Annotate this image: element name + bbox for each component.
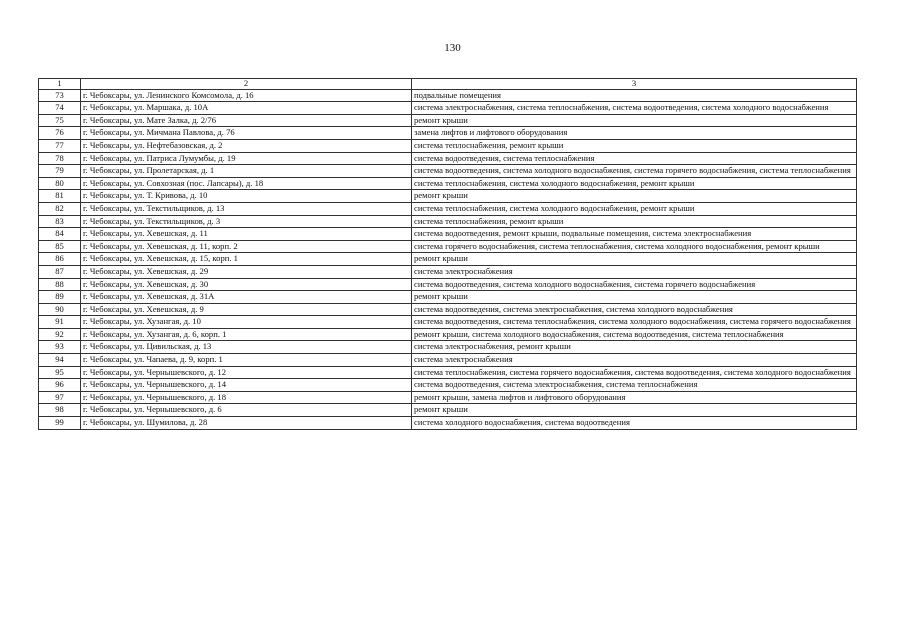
header-col-2: 2 bbox=[81, 79, 412, 90]
row-systems: ремонт крыши bbox=[412, 404, 857, 417]
row-systems: система водоотведения, система электроснабжения, система теплоснабжения bbox=[412, 379, 857, 392]
table-row bbox=[39, 391, 857, 404]
page-number: 130 bbox=[444, 42, 461, 54]
row-systems: ремонт крыши bbox=[412, 114, 857, 127]
table-row bbox=[39, 240, 857, 253]
row-systems: ремонт крыши bbox=[412, 291, 857, 304]
table-row bbox=[39, 228, 857, 241]
table-row bbox=[39, 278, 857, 291]
table-row bbox=[39, 265, 857, 278]
row-address: г. Чебоксары, ул. Хевешская, д. 29 bbox=[81, 265, 412, 278]
row-number: 98 bbox=[39, 404, 81, 417]
row-address: г. Чебоксары, ул. Текстильщиков, д. 13 bbox=[81, 202, 412, 215]
row-number: 95 bbox=[39, 366, 81, 379]
row-systems: система теплоснабжения, ремонт крыши bbox=[412, 215, 857, 228]
table-row bbox=[39, 165, 857, 178]
table-row bbox=[39, 177, 857, 190]
row-address: г. Чебоксары, ул. Хевешская, д. 31А bbox=[81, 291, 412, 304]
row-systems: система теплоснабжения, система холодного водоснабжения, ремонт крыши bbox=[412, 177, 857, 190]
table-row bbox=[39, 127, 857, 140]
row-address: г. Чебоксары, ул. Хевешская, д. 11 bbox=[81, 228, 412, 241]
row-number: 83 bbox=[39, 215, 81, 228]
row-systems: ремонт крыши bbox=[412, 253, 857, 266]
table-row bbox=[39, 152, 857, 165]
row-address: г. Чебоксары, ул. Пролетарская, д. 1 bbox=[81, 165, 412, 178]
table-row bbox=[39, 253, 857, 266]
table-row bbox=[39, 404, 857, 417]
row-systems: система горячего водоснабжения, система теплоснабжения, система холодного водоснабжения, ремонт крыши bbox=[412, 240, 857, 253]
row-number: 73 bbox=[39, 89, 81, 102]
row-systems: система холодного водоснабжения, система водоотведения bbox=[412, 417, 857, 430]
table-row bbox=[39, 379, 857, 392]
table-row bbox=[39, 202, 857, 215]
row-systems: система водоотведения, система холодного водоснабжения, система горячего водоснабжения bbox=[412, 278, 857, 291]
table-row bbox=[39, 190, 857, 203]
row-systems: ремонт крыши, система холодного водоснабжения, система водоотведения, система теплоснабжения bbox=[412, 328, 857, 341]
row-address: г. Чебоксары, ул. Патриса Лумумбы, д. 19 bbox=[81, 152, 412, 165]
row-number: 94 bbox=[39, 354, 81, 367]
row-systems: система электроснабжения, ремонт крыши bbox=[412, 341, 857, 354]
row-address: г. Чебоксары, ул. Хузангая, д. 6, корп. 1 bbox=[81, 328, 412, 341]
row-address: г. Чебоксары, ул. Совхозная (пос. Лапсары), д. 18 bbox=[81, 177, 412, 190]
row-systems: замена лифтов и лифтового оборудования bbox=[412, 127, 857, 140]
table-row bbox=[39, 89, 857, 102]
row-number: 86 bbox=[39, 253, 81, 266]
row-systems: система электроснабжения bbox=[412, 265, 857, 278]
header-col-3: 3 bbox=[412, 79, 857, 90]
table-row bbox=[39, 102, 857, 115]
table-body bbox=[39, 89, 857, 429]
row-number: 89 bbox=[39, 291, 81, 304]
row-number: 78 bbox=[39, 152, 81, 165]
table-header bbox=[39, 79, 857, 90]
row-address: г. Чебоксары, ул. Хузангая, д. 10 bbox=[81, 316, 412, 329]
header-col-1: 1 bbox=[39, 79, 81, 90]
table-row bbox=[39, 303, 857, 316]
row-number: 75 bbox=[39, 114, 81, 127]
row-address: г. Чебоксары, ул. Мате Залка, д. 2/76 bbox=[81, 114, 412, 127]
row-address: г. Чебоксары, ул. Цивильская, д. 13 bbox=[81, 341, 412, 354]
row-systems: система водоотведения, система теплоснабжения, система холодного водоснабжения, система горячего водоснабжения bbox=[412, 316, 857, 329]
table-row bbox=[39, 341, 857, 354]
row-number: 85 bbox=[39, 240, 81, 253]
row-address: г. Чебоксары, ул. Хевешская, д. 11, корп. 2 bbox=[81, 240, 412, 253]
header-row bbox=[39, 79, 857, 90]
row-address: г. Чебоксары, ул. Т. Кривова, д. 10 bbox=[81, 190, 412, 203]
row-number: 87 bbox=[39, 265, 81, 278]
row-systems: система теплоснабжения, система горячего водоснабжения, система водоотведения, система холодного водоснабжения bbox=[412, 366, 857, 379]
row-address: г. Чебоксары, ул. Чернышевского, д. 6 bbox=[81, 404, 412, 417]
row-number: 76 bbox=[39, 127, 81, 140]
table-row bbox=[39, 328, 857, 341]
row-systems: система электроснабжения, система теплоснабжения, система водоотведения, система холодного водоснабжения bbox=[412, 102, 857, 115]
row-address: г. Чебоксары, ул. Чернышевского, д. 12 bbox=[81, 366, 412, 379]
row-number: 97 bbox=[39, 391, 81, 404]
row-number: 96 bbox=[39, 379, 81, 392]
row-number: 92 bbox=[39, 328, 81, 341]
row-systems: система водоотведения, система электроснабжения, система холодного водоснабжения bbox=[412, 303, 857, 316]
row-address: г. Чебоксары, ул. Чернышевского, д. 18 bbox=[81, 391, 412, 404]
document-table bbox=[38, 78, 857, 430]
table-row bbox=[39, 417, 857, 430]
row-address: г. Чебоксары, ул. Нефтебазовская, д. 2 bbox=[81, 139, 412, 152]
row-systems: система водоотведения, система теплоснабжения bbox=[412, 152, 857, 165]
row-number: 93 bbox=[39, 341, 81, 354]
table-row bbox=[39, 316, 857, 329]
row-number: 99 bbox=[39, 417, 81, 430]
row-systems: подвальные помещения bbox=[412, 89, 857, 102]
row-systems: система теплоснабжения, ремонт крыши bbox=[412, 139, 857, 152]
row-systems: ремонт крыши bbox=[412, 190, 857, 203]
row-address: г. Чебоксары, ул. Хевешская, д. 15, корп. 1 bbox=[81, 253, 412, 266]
row-number: 82 bbox=[39, 202, 81, 215]
row-systems: система теплоснабжения, система холодного водоснабжения, ремонт крыши bbox=[412, 202, 857, 215]
row-address: г. Чебоксары, ул. Шумилова, д. 28 bbox=[81, 417, 412, 430]
row-number: 90 bbox=[39, 303, 81, 316]
row-number: 74 bbox=[39, 102, 81, 115]
table-row bbox=[39, 291, 857, 304]
row-address: г. Чебоксары, ул. Текстильщиков, д. 3 bbox=[81, 215, 412, 228]
table-row bbox=[39, 366, 857, 379]
row-number: 84 bbox=[39, 228, 81, 241]
row-systems: система электроснабжения bbox=[412, 354, 857, 367]
row-number: 80 bbox=[39, 177, 81, 190]
row-address: г. Чебоксары, ул. Хевешская, д. 9 bbox=[81, 303, 412, 316]
table-row bbox=[39, 215, 857, 228]
row-number: 81 bbox=[39, 190, 81, 203]
row-number: 77 bbox=[39, 139, 81, 152]
row-systems: система водоотведения, ремонт крыши, подвальные помещения, система электроснабжения bbox=[412, 228, 857, 241]
table-row bbox=[39, 139, 857, 152]
row-address: г. Чебоксары, ул. Чернышевского, д. 14 bbox=[81, 379, 412, 392]
row-address: г. Чебоксары, ул. Ленинского Комсомола, д. 16 bbox=[81, 89, 412, 102]
row-address: г. Чебоксары, ул. Хевешская, д. 30 bbox=[81, 278, 412, 291]
row-systems: система водоотведения, система холодного водоснабжения, система горячего водоснабжения, система теплоснабжения bbox=[412, 165, 857, 178]
row-address: г. Чебоксары, ул. Чапаева, д. 9, корп. 1 bbox=[81, 354, 412, 367]
table-row bbox=[39, 114, 857, 127]
row-number: 88 bbox=[39, 278, 81, 291]
table-row bbox=[39, 354, 857, 367]
row-systems: ремонт крыши, замена лифтов и лифтового оборудования bbox=[412, 391, 857, 404]
row-address: г. Чебоксары, ул. Маршака, д. 10А bbox=[81, 102, 412, 115]
row-number: 91 bbox=[39, 316, 81, 329]
row-number: 79 bbox=[39, 165, 81, 178]
row-address: г. Чебоксары, ул. Мичмана Павлова, д. 76 bbox=[81, 127, 412, 140]
